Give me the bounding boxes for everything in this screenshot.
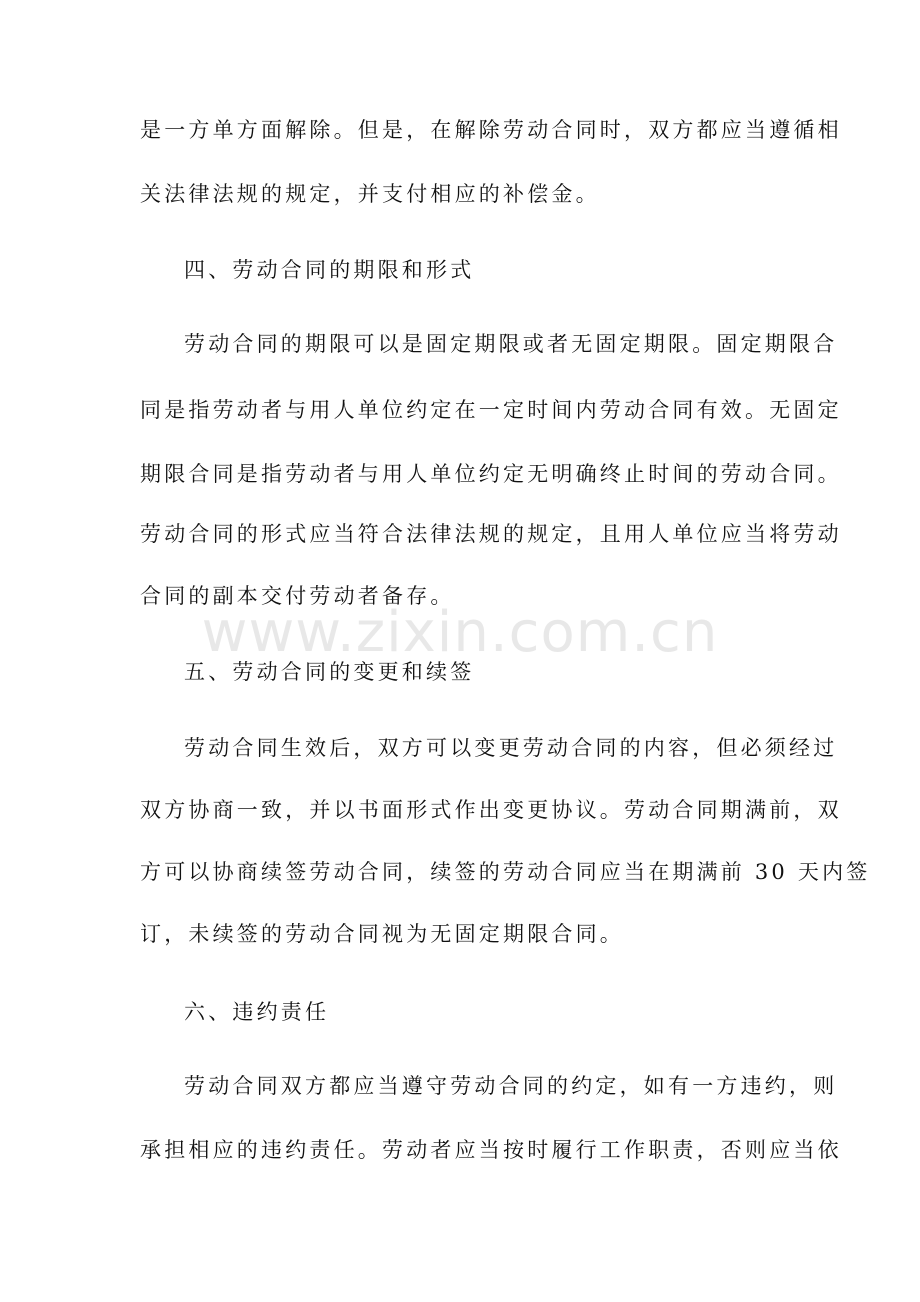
section-heading: 六、违约责任 [184,1000,330,1024]
paragraph-line: 关法律法规的规定，并支付相应的补偿金。 [140,182,600,206]
paragraph-line: 同是指劳动者与用人单位约定在一定时间内劳动合同有效。无固定 [140,398,842,422]
paragraph-line: 期限合同是指劳动者与用人单位约定无明确终止时间的劳动合同。 [140,462,842,486]
paragraph-line: 劳动合同的期限可以是固定期限或者无固定期限。固定期限合 [184,332,838,356]
paragraph-line: 方可以协商续签劳动合同，续签的劳动合同应当在期满前 30 天内签 [140,860,871,884]
paragraph-line: 双方协商一致，并以书面形式作出变更协议。劳动合同期满前，双 [140,798,842,822]
paragraph-line: 合同的副本交付劳动者备存。 [140,584,455,608]
watermark: www.zixin.com.cn [201,600,719,665]
paragraph-line: 订，未续签的劳动合同视为无固定期限合同。 [140,922,624,946]
paragraph-line: 是一方单方面解除。但是，在解除劳动合同时，双方都应当遵循相 [140,118,842,142]
section-heading: 四、劳动合同的期限和形式 [184,258,475,282]
paragraph-line: 承担相应的违约责任。劳动者应当按时履行工作职责，否则应当依 [140,1138,842,1162]
paragraph-line: 劳动合同生效后，双方可以变更劳动合同的内容，但必须经过 [184,736,838,760]
paragraph-line: 劳动合同双方都应当遵守劳动合同的约定，如有一方违约，则 [184,1074,838,1098]
paragraph-line: 劳动合同的形式应当符合法律法规的规定，且用人单位应当将劳动 [140,522,842,546]
section-heading: 五、劳动合同的变更和续签 [184,660,475,684]
